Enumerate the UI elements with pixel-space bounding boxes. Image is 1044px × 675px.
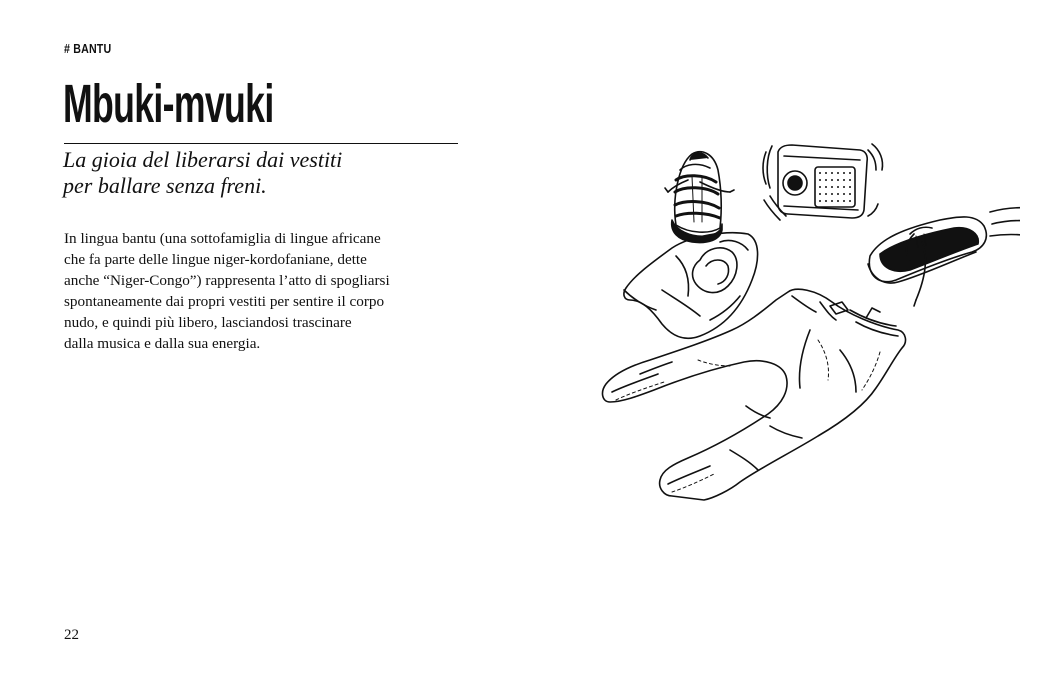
subtitle-line: per ballare senza freni. [63, 173, 267, 198]
body-paragraph [64, 228, 444, 354]
body-line: che fa parte delle lingue niger-kordofaniane, dette [64, 251, 367, 268]
flying-shoe-icon [868, 208, 1020, 306]
subtitle-line: La gioia del liberarsi dai vestiti [63, 147, 343, 172]
body-line: dalla musica e dalla sua energia. [64, 335, 261, 352]
page-number: 22 [64, 627, 79, 643]
sneaker-icon [665, 152, 734, 243]
body-line: spontaneamente dai propri vestiti per sentire il corpo [64, 293, 385, 310]
subtitle [63, 147, 443, 199]
body-line: anche “Niger-Congo”) rappresenta l’atto di spogliarsi [64, 272, 390, 289]
clothes-illustration [580, 130, 1020, 550]
body-line: nudo, e quindi più libero, lasciandosi trascinare [64, 314, 352, 331]
shirt-icon [624, 233, 758, 339]
jeans-icon [603, 289, 906, 500]
page-title: Mbuki-mvuki [63, 74, 274, 134]
body-line: In lingua bantu (una sottofamiglia di lingue africane [64, 230, 381, 247]
radio-icon [763, 144, 883, 220]
title-divider [64, 143, 458, 144]
category-tag: # BANTU [64, 41, 112, 56]
